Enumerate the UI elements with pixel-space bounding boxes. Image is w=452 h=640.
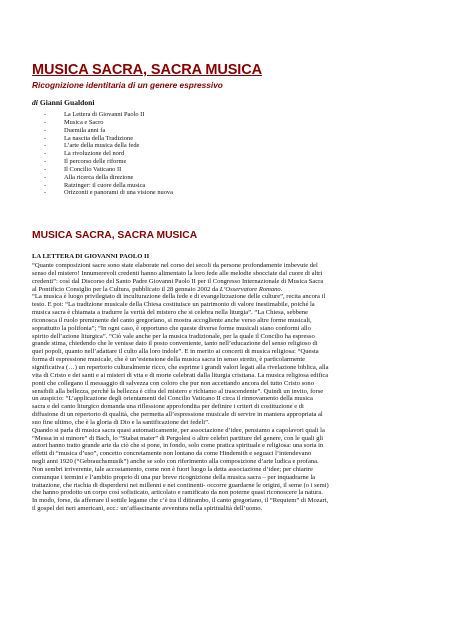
toc-item-label: Orizzonti e panorami di una visione nuova [64,189,173,197]
body-line: In modo, forse, da afferrare il sottile legame che c’è tra il ditirambo, il canto gregoriano, il “Requiem” di Mozart, [32,497,329,505]
body-line: forma di espressione musicale, che è un’estensione della musica sacra in senso stretto, è particolarmente [32,356,306,364]
body-line: “Messa in si minore” di Bach, lo “Stabat mater” di Pergolesi o altre celebri partiture del genere, con le quali gli [32,434,324,442]
body-line: trattazione, che rischia di disperdersi nei millenni e nei continenti- occorre guardarne le origini, il seme (o i semi) [32,481,329,489]
body-line: vita di Cristo e dei santi e ai misteri di vita e di morte celebrati dalla liturgia cristiana. La musica religiosa edifica [32,371,329,379]
toc-item-label: L’arte della musica della fede [64,142,140,150]
toc-item [44,189,173,197]
document-subtitle: Ricognizione identitaria di un genere espressivo [32,80,223,90]
body-line: significativa (…) un repertorio culturalmente ricco, che esprime i grandi valori legati alla rivelazione biblica, alla [32,363,329,371]
body-line: “Quante composizioni sacre sono state elaborate nel corso dei secoli da persone profondamente imbevute del [32,262,318,269]
toc-bullet: - [44,150,47,158]
body-line: soprattutto la polifonia”; “In ogni caso, è opportuno che queste diverse forme musicali siano conformi allo [32,324,311,332]
toc-item [44,142,173,150]
section-title: MUSICA SACRA, SACRA MUSICA [32,230,198,241]
body-line: riconosca il ruolo preminente del canto gregoriano, si mostra accogliente anche verso altre forme musicali, [32,316,312,324]
body-line: spirito dell’azione liturgica”. “Ciò vale anche per la musica tradizionale, per la quale il Concilio ha espresso [32,332,315,340]
body-line: il gospel dei neri americani, ecc.: un’affascinante avventura nella spiritualità dell’uomo. [32,505,263,513]
toc-item-label: La rivoluzione del nord [64,150,125,158]
body-line: un auspicio: “L’applicazione degli orientamenti del Concilio Vaticano II circa il rinnovamento della musica [32,395,313,403]
body-line: credenti”: così dal Discorso del Santo Padre Giovanni Paolo II per il Congresso Internazionale di Musica Sacra [32,277,324,285]
body-line: suo fine ultimo, che è la gloria di Dio e la santificazione dei fedeli”. [32,418,210,426]
toc-bullet: - [44,134,47,142]
body-line: sensibili alla bellezza, perché la bellezza è cifra del mistero e richiamo al trascendente”. Quindi un invito, forse [32,387,324,395]
toc-bullet: - [44,181,47,189]
toc-item [44,135,173,143]
body-line: che hanno prodotto un corpo così sofisticato, articolato e ramificato da non poterne quasi riconoscere la natura. [32,489,323,497]
toc-item-label: Musica e Sacro [64,118,104,126]
document-title: MUSICA SACRA, SACRA MUSICA [32,62,262,78]
body-line: quei popoli, quanto nell’adattare il culto alla loro indole”. E in merito ai concerti di musica religiosa: “Questa [32,348,319,356]
body-line: Non sembri irriverente, tale accostamento, come non è fuori luogo la detta associazione d’idee; per chiarire [32,465,313,473]
toc-item-label: Ratzinger: il cuore della musica [64,181,146,189]
body-line: ponti che collegano il messaggio di salvezza con coloro che pur non accettando ancora del tutto Cristo sono [32,379,314,387]
toc-item [44,158,173,166]
subsection-title: LA LETTERA DI GIOVANNI PAOLO II [32,253,150,260]
toc-item-label: La Lettera di Giovanni Paolo II [64,111,145,118]
toc-item [44,127,173,135]
toc-bullet: - [44,189,47,197]
toc-item [44,166,173,174]
table-of-contents [44,111,173,197]
toc-item-label: Il Concilio Vaticano II [64,165,122,173]
body-line: diffusione di un repertorio di qualità, che permetta all’espressione musicale di servire in maniera appropriata al [32,411,323,419]
body-line: sacra e del canto liturgico domanda una riflessione approfondita per definire i criteri di costituzione e di [32,403,304,411]
toc-bullet: - [44,111,47,118]
body-line: autori hanno tratto grande arte da ciò che si pone, in fondo, solo come pratica spirituale e religiosa: una sorta in [32,442,324,450]
body-text [32,262,428,513]
body-line: effetti di “musica d’uso”, concetto concretamente non lontano da come Hindemith e seguaci l’intendevano [32,450,312,458]
toc-bullet: - [44,142,47,150]
toc-bullet: - [44,118,47,126]
toc-bullet: - [44,165,47,173]
toc-item [44,111,173,119]
body-line: “La musica è luogo privilegiato di inculturazione della fede e di evangelizzazione delle culture”, recita ancora il [32,293,326,301]
toc-item [44,150,173,158]
toc-bullet: - [44,173,47,181]
toc-bullet: - [44,126,47,134]
toc-item-label: Il percorso delle riforme [64,158,127,166]
byline-prefix: di [32,98,38,107]
byline [32,98,95,107]
toc-item [44,174,173,182]
toc-bullet: - [44,158,47,166]
newspaper-name: L’Osservatore Romano [219,285,281,293]
body-line: testo. E poi: “La tradizione musicale della Chiesa costituisce un patrimonio di valore inestimabile, poiché la [32,301,315,309]
toc-item [44,119,173,127]
body-line: senso del mistero! Innumerevoli credenti hanno alimentato la loro fede alle melodie sbocciate dal cuore di altri [32,269,323,277]
toc-item [44,182,173,190]
body-line: al Pontificio Consiglio per la Cultura, pubblicato il 28 gennaio 2002 da L’Osservatore Romano. [32,285,283,293]
toc-item-label: Duemila anni fa [64,126,106,134]
body-line: negli anni 1920 (“Gebrauchsmusik”) anche se solo con riferimento alla composizione d’arte ludica e profana. [32,458,319,466]
body-line: musica sacra è chiamata a tradurre la verità del mistero che si celebra nella liturgia”. “La Chiesa, sebbene [32,309,308,317]
body-line: grande stima, chiedendo che le venisse dato il posto conveniente, tanto nell’educazione del senso religioso di [32,340,318,348]
toc-item-label: Alla ricerca della direzione [64,173,134,181]
author-name: Gianni Gualdoni [39,98,95,107]
body-line: comunque i termini e l’ambito proprio di una pur breve ricognizione della musica sacra – per inquadrarne la [32,473,316,481]
toc-item-label: La nascita della Tradizione [64,134,134,142]
body-line: Quando si parla di musica sacra quasi automaticamente, per associazione d’idee, pensiamo a capolavori quali la [32,426,325,434]
